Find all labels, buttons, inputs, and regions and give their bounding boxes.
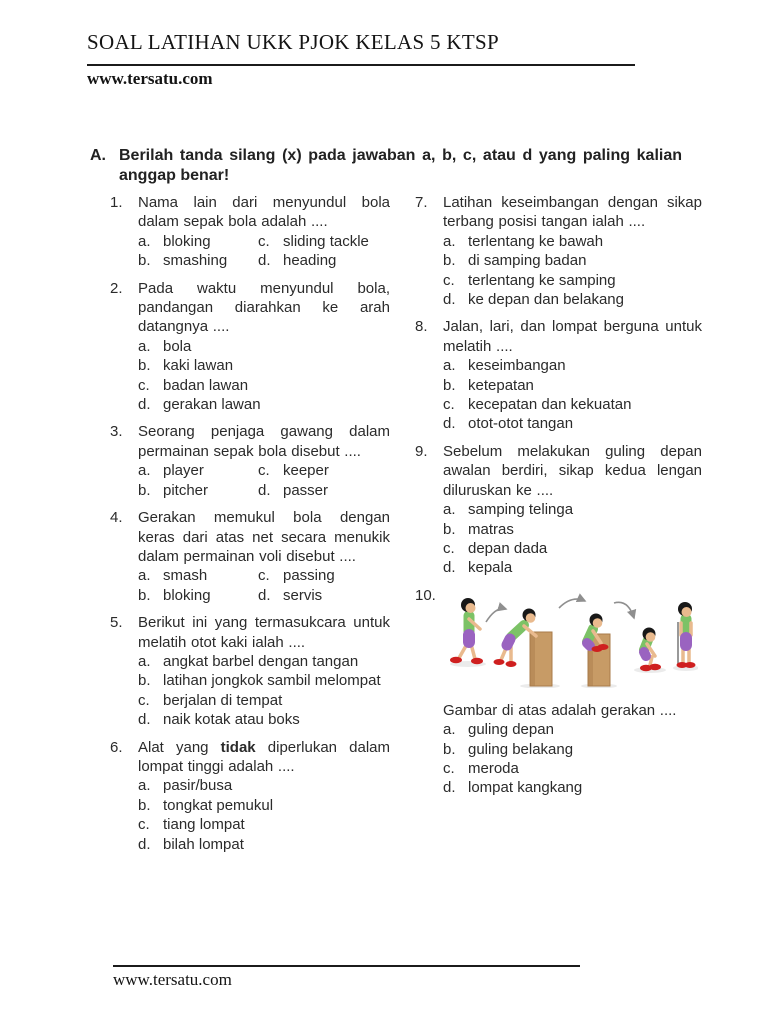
option-text: tiang lompat [163,816,245,834]
option-letter: d. [138,396,151,414]
option-letter: a. [443,232,456,250]
question-text: Pada waktu menyundul bola, pandangan diarahkan ke arah datangnya .... [138,279,390,336]
question-9 [415,442,702,578]
question-text: Sebelum melakukan guling depan awalan berdiri, sikap kedua lengan diluruskan ke .... [443,442,702,499]
option-d [258,586,322,605]
question-text-bold: tidak [220,738,256,756]
question-body [138,422,390,500]
question-text: Seorang penjaga gawang dalam permainan sepak bola disebut .... [138,423,390,460]
option-a [443,500,702,519]
option-letter: a. [138,337,151,355]
question-text: Jalan, lari, dan lompat berguna untuk melatih .... [443,318,702,355]
option-b [443,251,702,270]
option-row [138,566,390,585]
footer-divider [113,953,580,967]
option-letter: b. [138,672,151,690]
option-letter: a. [443,501,456,519]
option-text: gerakan lawan [163,396,261,414]
question-body [443,193,702,309]
option-text: naik kotak atau boks [163,711,300,729]
option-text: otot-otot tangan [468,415,574,433]
option-letter: c. [138,816,150,834]
question-number: 2. [110,279,123,297]
option-text: kaki lawan [163,357,234,375]
question-body [443,442,702,578]
option-letter: b. [138,481,151,499]
option-letter: a. [138,232,151,250]
question-3 [110,422,390,500]
question-body [443,586,702,798]
option-text: passing [283,567,335,585]
option-text: keseimbangan [468,357,566,375]
question-illustration [440,592,702,693]
section-label: A. [90,147,106,164]
option-text: passer [283,481,329,499]
option-a [138,337,390,356]
option-letter: a. [443,721,456,739]
option-letter: c. [138,691,150,709]
option-text: terlentang ke samping [468,271,616,289]
question-text-part: diperlukan dalam lompat tinggi adalah .... [138,738,390,775]
option-a [138,776,390,795]
option-letter: b. [443,520,456,538]
option-text: ke depan dan belakang [468,291,624,309]
option-text: pasir/busa [163,777,233,795]
option-text: sliding tackle [283,232,369,250]
option-c [258,232,369,251]
question-4 [110,508,390,605]
option-letter: b. [443,252,456,270]
option-c [138,376,390,395]
option-b [138,671,390,690]
option-row [138,461,390,480]
question-text: Berikut ini yang termasukcara untuk melatih otot kaki ialah .... [138,614,390,651]
question-columns [110,193,702,862]
option-letter: c. [443,539,455,557]
option-text: matras [468,520,514,538]
question-number: 10. [415,586,436,604]
question-body [138,279,390,415]
question-10 [415,586,702,798]
option-c [443,759,702,778]
option-b [443,520,702,539]
option-row [138,251,390,270]
option-text: smash [163,567,208,585]
option-d [138,395,390,414]
option-letter: c. [258,232,270,250]
question-number: 4. [110,509,123,527]
option-c [258,566,335,585]
option-d [443,414,702,433]
option-text: ketepatan [468,376,534,394]
section-a-instruction [90,146,682,186]
option-text: guling depan [468,721,554,739]
option-text: badan lawan [163,376,249,394]
option-row [138,481,390,500]
question-body [138,193,390,271]
question-8 [415,317,702,433]
option-b [138,356,390,375]
option-c [138,815,390,834]
option-letter: b. [138,252,151,270]
page-footer [113,953,593,990]
option-letter: d. [138,835,151,853]
option-letter: d. [138,711,151,729]
option-letter: d. [443,291,456,309]
option-letter: d. [258,252,271,270]
option-row [138,232,390,251]
option-letter: b. [138,796,151,814]
question-text: Latihan keseimbangan dengan sikap terbang posisi tangan ialah .... [443,194,702,231]
option-text: bola [163,337,192,355]
option-text: latihan jongkok sambil melompat [163,672,381,690]
option-a [443,720,702,739]
option-letter: b. [138,586,151,604]
right-column [415,193,702,862]
option-c [443,539,702,558]
option-letter: d. [258,586,271,604]
option-b [138,481,258,500]
option-d [443,290,702,309]
option-a [138,232,258,251]
footer-site-url: www.tersatu.com [113,970,232,989]
question-text: Gerakan memukul bola dengan keras dari atas net secara menukik dalam permainan voli disebut .... [138,509,390,565]
option-b [138,251,258,270]
option-letter: c. [443,759,455,777]
option-text: bilah lompat [163,835,244,853]
option-letter: b. [138,357,151,375]
option-letter: a. [138,652,151,670]
question-body [138,738,390,854]
option-row [138,586,390,605]
question-body [138,613,390,729]
question-body [443,317,702,433]
option-b [443,376,702,395]
option-letter: c. [258,567,270,585]
option-a [138,566,258,585]
option-text: smashing [163,252,228,270]
document-title: SOAL LATIHAN UKK PJOK KELAS 5 KTSP [87,30,499,54]
option-letter: c. [443,396,455,414]
option-a [443,232,702,251]
option-d [138,710,390,729]
question-1 [110,193,390,271]
left-column [110,193,390,862]
option-d [443,558,702,577]
option-letter: a. [443,357,456,375]
question-number: 1. [110,194,123,211]
option-text: kepala [468,559,513,577]
option-c [443,395,702,414]
option-c [443,271,702,290]
question-caption: Gambar di atas adalah gerakan .... [443,701,677,719]
option-letter: b. [443,740,456,758]
option-letter: a. [138,567,151,585]
option-letter: a. [138,462,151,480]
option-letter: c. [443,271,455,289]
option-b [443,740,702,759]
option-text: guling belakang [468,740,574,758]
option-text: pitcher [163,481,209,499]
question-text-part: Alat yang [138,738,221,756]
option-letter: d. [258,481,271,499]
option-letter: d. [443,779,456,797]
option-text: keeper [283,462,329,480]
option-d [138,835,390,854]
option-text: bloking [163,232,211,250]
option-text: samping telinga [468,501,574,519]
column-gap [390,193,415,862]
option-a [443,356,702,375]
question-number: 9. [415,442,428,460]
option-c [138,691,390,710]
option-text: tongkat pemukul [163,796,274,814]
question-text [138,738,390,777]
page-header [87,30,647,89]
option-letter: c. [258,462,270,480]
option-b [138,796,390,815]
header-divider [87,54,635,66]
question-6 [110,738,390,854]
option-text: angkat barbel dengan tangan [163,652,359,670]
exercise-sequence-illustration [440,592,698,688]
question-number: 7. [415,194,428,211]
option-text: di samping badan [468,252,587,270]
option-text: terlentang ke bawah [468,232,604,250]
option-c [258,461,329,480]
option-letter: c. [138,376,150,394]
option-text: servis [283,586,323,604]
option-a [138,652,390,671]
option-letter: d. [443,559,456,577]
question-5 [110,613,390,729]
section-instruction-text: Berilah tanda silang (x) pada jawaban a, b, c, atau d yang paling kalian anggap benar! [119,147,682,184]
option-d [258,481,328,500]
option-text: meroda [468,759,519,777]
option-text: berjalan di tempat [163,691,283,709]
option-letter: d. [443,415,456,433]
question-number: 6. [110,738,123,756]
question-text: Nama lain dari menyundul bola dalam sepak bola adalah .... [138,194,390,231]
option-d [258,251,336,270]
question-body [138,508,390,605]
option-d [443,778,702,797]
option-b [138,586,258,605]
question-number: 3. [110,423,123,441]
option-letter: b. [443,376,456,394]
option-letter: a. [138,777,151,795]
header-site-url: www.tersatu.com [87,69,213,88]
option-text: kecepatan dan kekuatan [468,396,632,414]
option-text: depan dada [468,539,548,557]
question-2 [110,279,390,415]
option-text: bloking [163,586,211,604]
question-number: 8. [415,318,428,336]
option-text: heading [283,252,337,270]
option-text: player [163,462,204,480]
option-text: lompat kangkang [468,779,583,797]
question-7 [415,193,702,309]
option-a [138,461,258,480]
question-number: 5. [110,614,123,632]
